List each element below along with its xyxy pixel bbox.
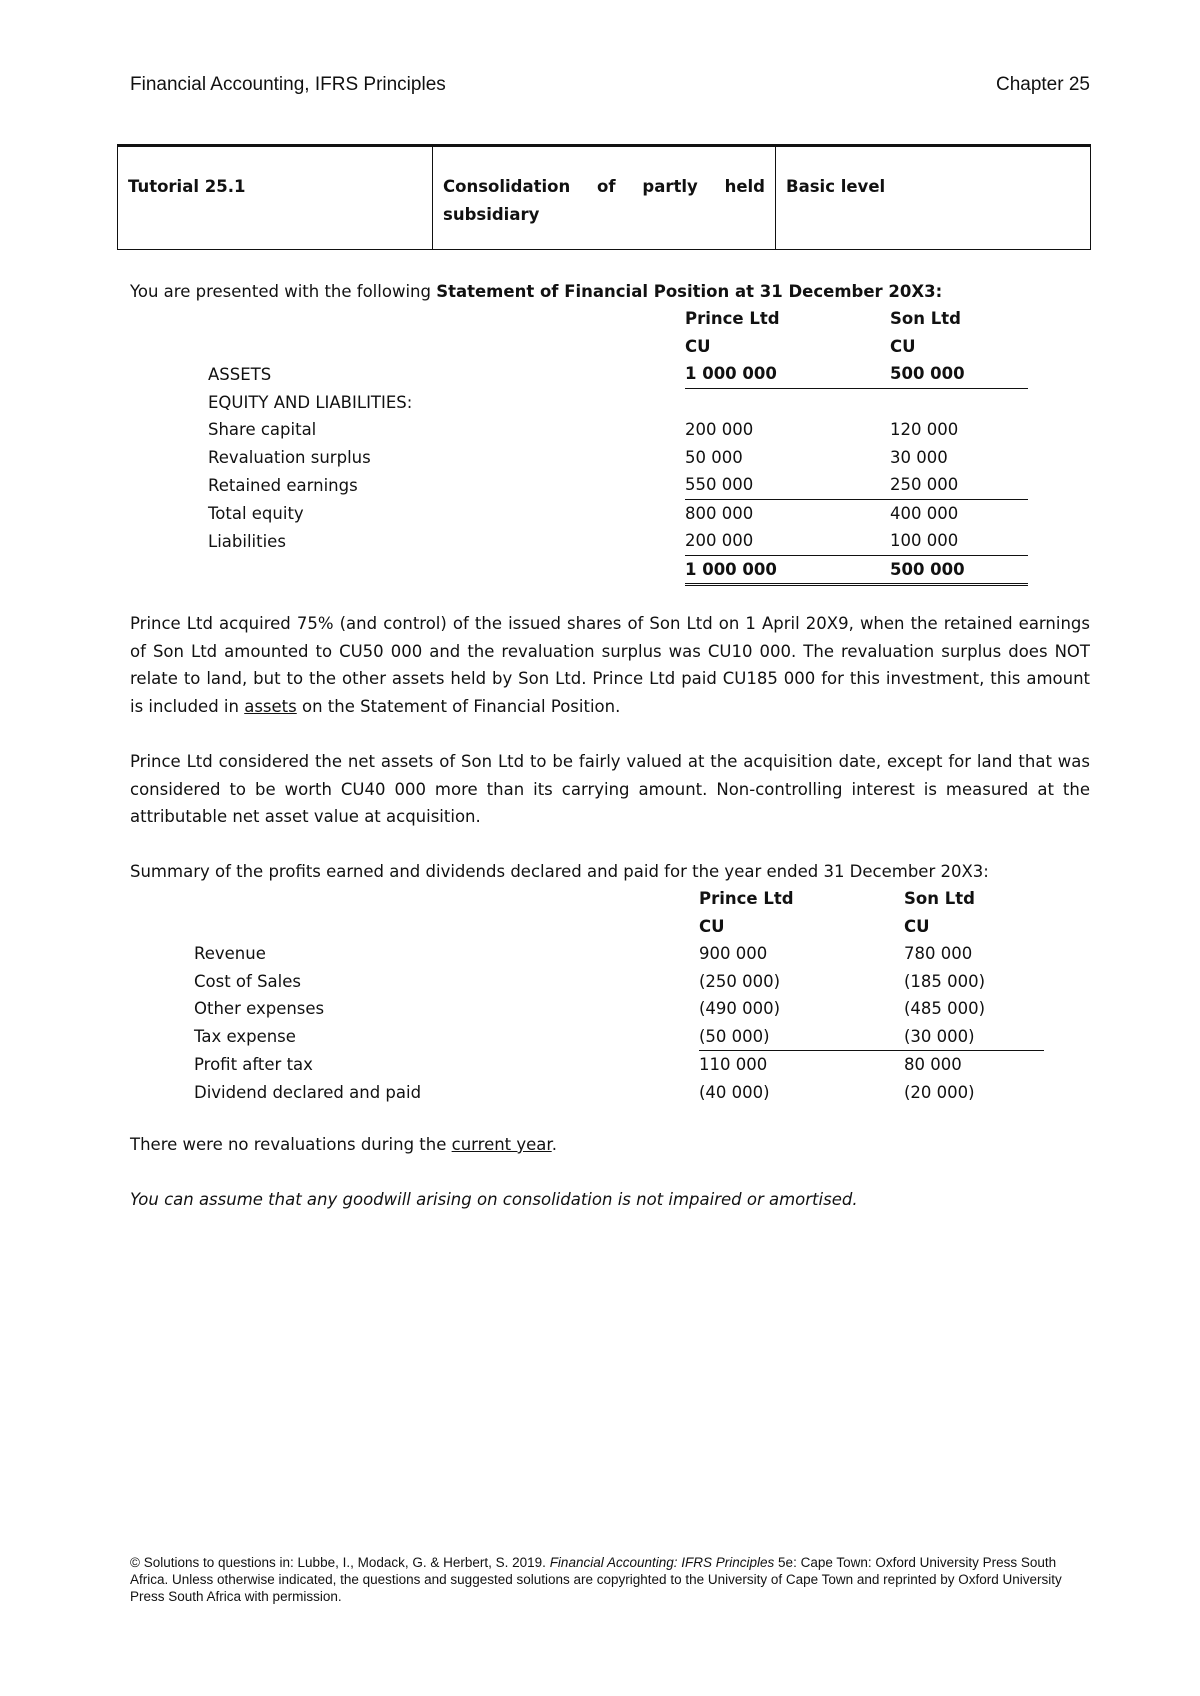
profits-unit-row — [194, 913, 1044, 941]
row-value-prince: 1 000 000 — [685, 555, 890, 585]
row-label: Cost of Sales — [194, 971, 301, 991]
no-reval-underlined: current year — [451, 1135, 552, 1154]
table-row — [194, 995, 1044, 1023]
tutorial-topic — [433, 146, 776, 250]
row-value-prince: (490 000) — [699, 999, 781, 1019]
row-label: Revaluation surplus — [208, 447, 371, 467]
row-value-son: 80 000 — [904, 1055, 962, 1075]
row-label: Revenue — [194, 944, 266, 964]
sofp-unit-prince: CU — [685, 336, 711, 356]
footer-text-end: 5e: Cape Town: Oxford University Press South Africa. Unless otherwise indicated, the questions and suggested solutions are copyrighted to the University of Cape Town and reprinted by Oxford University Press South Africa with permission. — [130, 1555, 1062, 1604]
table-row — [194, 968, 1044, 996]
sofp-unit-son: CU — [890, 336, 916, 356]
table-row — [208, 471, 1028, 499]
sofp-header-row — [208, 305, 1028, 333]
row-value-prince: 550 000 — [685, 471, 890, 499]
row-value-son: (20 000) — [904, 1082, 975, 1102]
row-value-son: 250 000 — [890, 471, 1028, 499]
row-label: Other expenses — [194, 999, 325, 1019]
tutorial-number: Tutorial 25.1 — [118, 146, 433, 250]
table-row — [208, 527, 1028, 555]
sofp-unit-row — [208, 333, 1028, 361]
valuation-paragraph: Prince Ltd considered the net assets of Son Ltd to be fairly valued at the acquisition date, except for land that was considered to be worth CU40 000 more than its carrying amount. Non-controlling interest is measured at the attributable net asset value at acquisition. — [130, 752, 1090, 826]
row-value-prince: 800 000 — [685, 503, 754, 523]
table-row — [194, 940, 1044, 968]
profits-unit-son: CU — [904, 916, 930, 936]
copyright-footer — [130, 1554, 1090, 1605]
footer-book-title: Financial Accounting: IFRS Principles — [549, 1555, 775, 1570]
profits-col-prince: Prince Ltd — [699, 889, 794, 909]
row-value-son: (485 000) — [904, 999, 986, 1019]
para1-underlined: assets — [244, 696, 297, 716]
no-reval-text: There were no revaluations during the — [130, 1135, 452, 1154]
tutorial-topic-line2: subsidiary — [443, 205, 540, 224]
profits-header-row — [194, 885, 1044, 913]
tutorial-level: Basic level — [776, 146, 1091, 250]
intro-bold: Statement of Financial Position at 31 December 20X3: — [436, 282, 943, 301]
tutorial-info-table — [117, 144, 1091, 250]
table-total-row — [208, 555, 1028, 585]
row-value-prince: (250 000) — [699, 971, 781, 991]
para1-text: Prince Ltd acquired 75% (and control) of the issued shares of Son Ltd on 1 April 20X9, when the retained earnings of Son Ltd amounted to CU50 000 and the revaluation surplus was CU10 000. The revaluation surplus does NOT relate to land, but to the other assets held by Son Ltd. Prince Ltd paid CU185 000 for this investment, this amount is included in — [130, 614, 1090, 716]
table-row — [194, 1051, 1044, 1079]
header-chapter: Chapter 25 — [995, 74, 1090, 95]
row-value-prince — [685, 388, 890, 416]
row-value-son: 120 000 — [890, 420, 959, 440]
row-value-son: 780 000 — [904, 944, 973, 964]
row-label: ASSETS — [208, 364, 272, 384]
goodwill-assumption: You can assume that any goodwill arising on consolidation is not impaired or amortised. — [130, 1190, 858, 1209]
row-label: Liabilities — [208, 531, 286, 551]
row-value-prince: (40 000) — [699, 1082, 770, 1102]
row-value-prince: 50 000 — [685, 447, 743, 467]
row-value-prince: 200 000 — [685, 527, 890, 555]
row-label: Share capital — [208, 420, 317, 440]
table-row — [208, 444, 1028, 472]
row-value-prince: (50 000) — [699, 1023, 904, 1051]
sofp-col-son: Son Ltd — [890, 309, 961, 329]
sofp-table — [208, 305, 1028, 586]
table-row — [208, 499, 1028, 527]
profits-unit-prince: CU — [699, 916, 725, 936]
profits-col-son: Son Ltd — [904, 889, 975, 909]
profits-table — [194, 885, 1044, 1106]
row-value-prince: 1 000 000 — [685, 360, 890, 388]
row-label: EQUITY AND LIABILITIES: — [208, 392, 413, 412]
page-header — [130, 74, 1090, 100]
row-value-son: (185 000) — [904, 971, 986, 991]
row-value-prince: 110 000 — [699, 1055, 768, 1075]
row-value-son: 400 000 — [890, 503, 959, 523]
no-reval-end: . — [551, 1135, 557, 1154]
row-label: Profit after tax — [194, 1055, 313, 1074]
table-row — [208, 416, 1028, 444]
row-label: Dividend declared and paid — [194, 1082, 422, 1102]
row-value-prince: 900 000 — [699, 944, 768, 964]
table-row — [208, 360, 1028, 388]
row-value-son: 500 000 — [890, 360, 1028, 388]
row-value-son — [890, 388, 1028, 416]
acquisition-paragraph — [130, 610, 1090, 720]
table-row — [208, 388, 1028, 416]
tutorial-info-row — [118, 146, 1091, 250]
row-value-son: (30 000) — [904, 1023, 1044, 1051]
para1-text-end: on the Statement of Financial Position. — [296, 696, 621, 716]
intro-plain: You are presented with the following — [130, 282, 437, 301]
row-label: Tax expense — [194, 1027, 296, 1046]
summary-intro: Summary of the profits earned and dividends declared and paid for the year ended 31 December 20X3: — [130, 862, 989, 881]
row-value-son: 100 000 — [890, 527, 1028, 555]
row-value-prince: 200 000 — [685, 420, 754, 440]
intro-text — [130, 278, 1090, 306]
table-row — [194, 1079, 1044, 1107]
tutorial-topic-line1: Consolidation of partly held — [443, 177, 765, 196]
row-label — [208, 555, 685, 585]
row-label: Total equity — [208, 503, 304, 523]
header-title: Financial Accounting, IFRS Principles — [130, 74, 446, 95]
table-row — [194, 1023, 1044, 1051]
no-revaluations-note — [130, 1131, 1090, 1159]
row-label: Retained earnings — [208, 475, 358, 495]
row-value-son: 30 000 — [890, 447, 948, 467]
footer-text: © Solutions to questions in: Lubbe, I., Modack, G. & Herbert, S. 2019. — [130, 1555, 550, 1570]
row-value-son: 500 000 — [890, 555, 1028, 585]
sofp-col-prince: Prince Ltd — [685, 309, 780, 329]
